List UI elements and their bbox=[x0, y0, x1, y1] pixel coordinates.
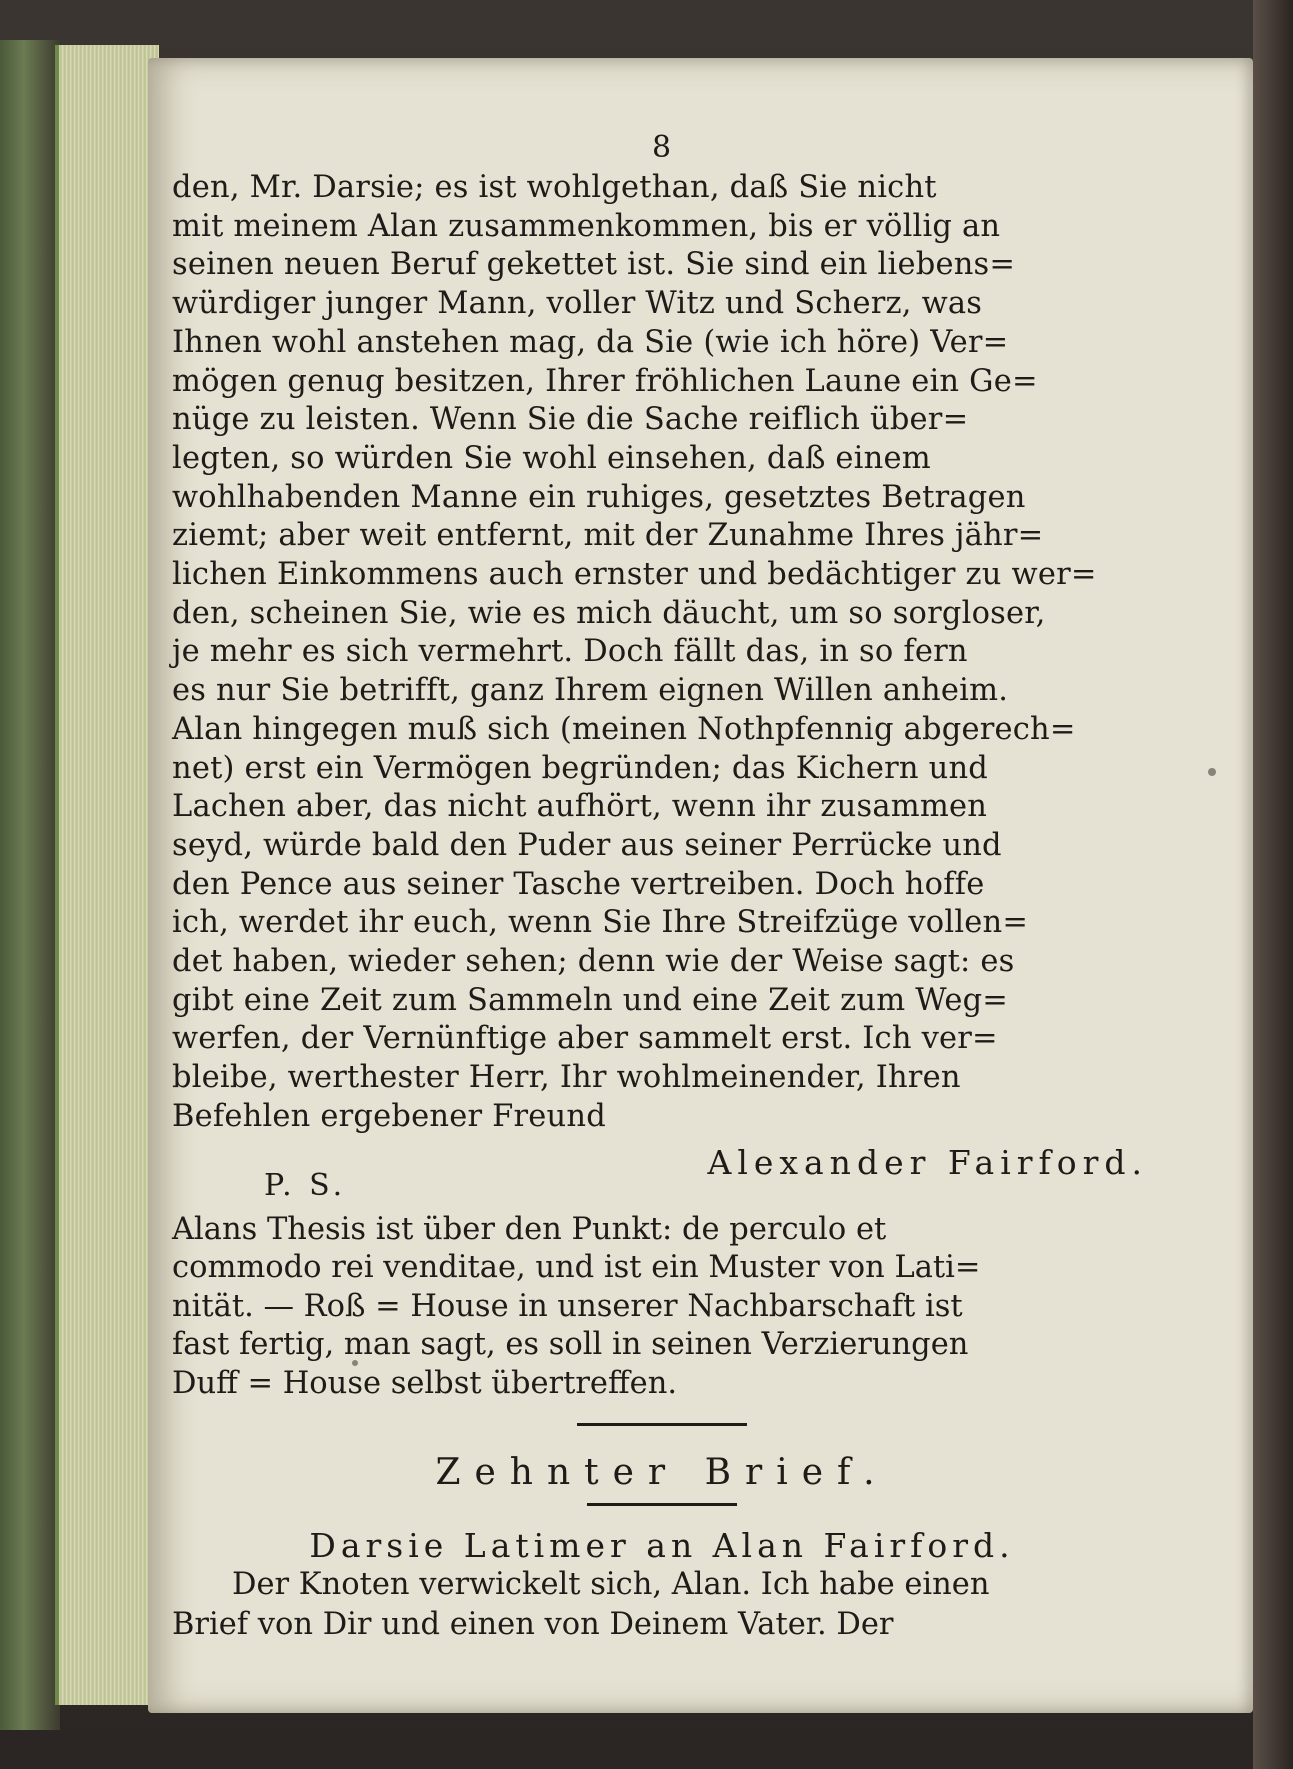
letter-heading: Zehnter Brief. bbox=[435, 1452, 889, 1494]
text-line: ich, werdet ihr euch, wenn Sie Ihre Streifzüge vollen= bbox=[172, 905, 1029, 941]
text-line: nität. — Roß = House in unserer Nachbarschaft ist bbox=[172, 1288, 963, 1324]
text-line: commodo rei venditae, und ist ein Muster von Lati= bbox=[172, 1250, 981, 1286]
page-number: 8 bbox=[651, 130, 673, 165]
text-line: seinen neuen Beruf gekettet ist. Sie sind ein liebens= bbox=[172, 247, 1016, 283]
text-line: Alans Thesis ist über den Punkt: de perculo et bbox=[172, 1211, 887, 1247]
text-line: Lachen aber, das nicht aufhört, wenn ihr zusammen bbox=[172, 789, 988, 825]
text-line: net) erst ein Vermögen begründen; das Kichern und bbox=[172, 750, 989, 786]
text-line: es nur Sie betrifft, ganz Ihrem eignen Willen anheim. bbox=[172, 673, 1009, 709]
next-letter-text bbox=[172, 1565, 1152, 1645]
text-line: den Pence aus seiner Tasche vertreiben. Doch hoffe bbox=[172, 866, 985, 902]
text-line: Brief von Dir und einen von Deinem Vater. Der bbox=[172, 1607, 894, 1643]
text-line: fast fertig, man sagt, es soll in seinen Verzierungen bbox=[172, 1327, 969, 1363]
text-line: den, Mr. Darsie; es ist wohlgethan, daß Sie nicht bbox=[172, 170, 937, 205]
text-line: Ihnen wohl anstehen mag, da Sie (wie ich höre) Ver= bbox=[172, 324, 1009, 360]
text-line: bleibe, werthester Herr, Ihr wohlmeinender, Ihren bbox=[172, 1060, 961, 1096]
letter-addressee: Darsie Latimer an Alan Fairford. bbox=[309, 1526, 1015, 1566]
book-cover-right bbox=[1253, 0, 1293, 1769]
text-line: wohlhabenden Manne ein ruhiges, gesetztes Betragen bbox=[172, 479, 1026, 515]
text-line: je mehr es sich vermehrt. Doch fällt das, in so fern bbox=[172, 634, 968, 670]
text-line: lichen Einkommens auch ernster und bedächtiger zu wer= bbox=[172, 557, 1097, 593]
text-line: ziemt; aber weit entfernt, mit der Zunahme Ihres jähr= bbox=[172, 518, 1044, 554]
text-line: mit meinem Alan zusammenkommen, bis er völlig an bbox=[172, 208, 1001, 244]
text-line: legten, so würden Sie wohl einsehen, daß einem bbox=[172, 440, 931, 476]
divider-rule bbox=[587, 1503, 737, 1506]
page-content bbox=[172, 130, 1152, 1645]
text-line: Der Knoten verwickelt sich, Alan. Ich habe einen bbox=[232, 1567, 990, 1603]
page-edges bbox=[55, 45, 159, 1705]
text-line: Befehlen ergebener Freund bbox=[172, 1098, 606, 1134]
text-line: Duff = House selbst übertreffen. bbox=[172, 1365, 678, 1401]
text-line: den, scheinen Sie, wie es mich däucht, um so sorgloser, bbox=[172, 595, 1046, 631]
text-line: würdiger junger Mann, voller Witz und Scherz, was bbox=[172, 286, 983, 322]
text-line: werfen, der Vernünftige aber sammelt erst. Ich ver= bbox=[172, 1021, 998, 1057]
text-line: Alan hingegen muß sich (meinen Nothpfennig abgerech= bbox=[172, 711, 1076, 747]
postscript-label: P. S. bbox=[264, 1167, 347, 1203]
text-line: gibt eine Zeit zum Sammeln und eine Zeit zum Weg= bbox=[172, 982, 1009, 1018]
book-cover-left bbox=[0, 40, 60, 1730]
ink-spot bbox=[1208, 768, 1216, 776]
postscript-text bbox=[172, 1211, 1152, 1404]
text-line: seyd, würde bald den Puder aus seiner Perrücke und bbox=[172, 827, 1002, 863]
text-line: nüge zu leisten. Wenn Sie die Sache reiflich über= bbox=[172, 402, 969, 438]
signature: Alexander Fairford. bbox=[707, 1142, 1148, 1182]
letter-body bbox=[172, 169, 1152, 1137]
text-line: mögen genug besitzen, Ihrer fröhlichen Laune ein Ge= bbox=[172, 363, 1038, 399]
divider-rule bbox=[577, 1423, 747, 1426]
text-line: det haben, wieder sehen; denn wie der Weise sagt: es bbox=[172, 944, 1015, 980]
